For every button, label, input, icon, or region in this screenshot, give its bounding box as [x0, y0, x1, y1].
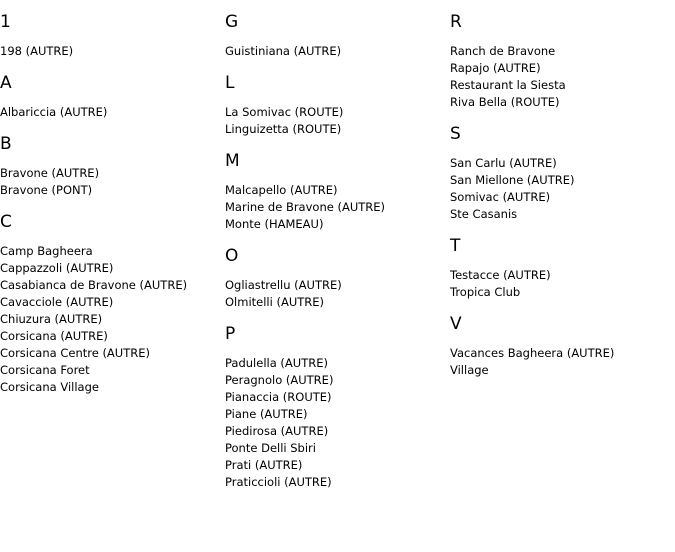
- letter-group: [225, 246, 445, 311]
- letter-group: [450, 124, 670, 223]
- place-link[interactable]: Village: [450, 363, 489, 377]
- letter-heading: A: [0, 73, 12, 93]
- place-link[interactable]: Corsicana Foret: [0, 363, 90, 377]
- place-link[interactable]: Praticcioli (AUTRE): [225, 475, 332, 489]
- letter-heading: S: [450, 124, 461, 144]
- letter-heading: O: [225, 246, 239, 266]
- letter-group: [0, 73, 220, 121]
- letter-heading: L: [225, 73, 235, 93]
- letter-heading: B: [0, 134, 12, 154]
- letter-group: [450, 314, 670, 379]
- place-link[interactable]: Chiuzura (AUTRE): [0, 312, 103, 326]
- place-link[interactable]: Somivac (AUTRE): [450, 190, 551, 204]
- place-link[interactable]: Bravone (PONT): [0, 183, 93, 197]
- place-link[interactable]: Albariccia (AUTRE): [0, 105, 108, 119]
- place-link[interactable]: San Miellone (AUTRE): [450, 173, 575, 187]
- place-link[interactable]: Cappazzoli (AUTRE): [0, 261, 114, 275]
- place-link[interactable]: Ranch de Bravone: [450, 44, 556, 58]
- place-link[interactable]: Ponte Delli Sbiri: [225, 441, 316, 455]
- letter-heading: T: [450, 236, 461, 256]
- place-link[interactable]: Vacances Bagheera (AUTRE): [450, 346, 615, 360]
- place-link[interactable]: Rapajo (AUTRE): [450, 61, 541, 75]
- place-link[interactable]: Olmitelli (AUTRE): [225, 295, 325, 309]
- place-link[interactable]: Peragnolo (AUTRE): [225, 373, 334, 387]
- place-link[interactable]: Ogliastrellu (AUTRE): [225, 278, 342, 292]
- place-link[interactable]: Riva Bella (ROUTE): [450, 95, 560, 109]
- place-link[interactable]: Camp Bagheera: [0, 244, 93, 258]
- letter-group: [0, 12, 220, 60]
- letter-group: [450, 236, 670, 301]
- place-link[interactable]: Guistiniana (AUTRE): [225, 44, 342, 58]
- place-link[interactable]: Corsicana (AUTRE): [0, 329, 108, 343]
- place-link[interactable]: Linguizetta (ROUTE): [225, 122, 342, 136]
- letter-group: [225, 73, 445, 138]
- place-link[interactable]: Marine de Bravone (AUTRE): [225, 200, 386, 214]
- index-column-2: [225, 12, 445, 504]
- place-link[interactable]: Casabianca de Bravone (AUTRE): [0, 278, 188, 292]
- place-link[interactable]: Malcapello (AUTRE): [225, 183, 338, 197]
- place-link[interactable]: Cavacciole (AUTRE): [0, 295, 114, 309]
- place-link[interactable]: Bravone (AUTRE): [0, 166, 100, 180]
- place-link[interactable]: Piane (AUTRE): [225, 407, 308, 421]
- letter-heading: G: [225, 12, 239, 32]
- letter-heading: M: [225, 151, 240, 171]
- place-link[interactable]: Tropica Club: [450, 285, 521, 299]
- place-link[interactable]: Testacce (AUTRE): [450, 268, 551, 282]
- letter-heading: P: [225, 324, 236, 344]
- place-link[interactable]: La Somivac (ROUTE): [225, 105, 344, 119]
- letter-heading: C: [0, 212, 12, 232]
- letter-group: [225, 12, 445, 60]
- letter-heading: V: [450, 314, 462, 334]
- place-link[interactable]: Restaurant la Siesta: [450, 78, 566, 92]
- place-link[interactable]: Ste Casanis: [450, 207, 518, 221]
- place-link[interactable]: Corsicana Centre (AUTRE): [0, 346, 150, 360]
- letter-heading: R: [450, 12, 462, 32]
- place-link[interactable]: Prati (AUTRE): [225, 458, 303, 472]
- place-link[interactable]: San Carlu (AUTRE): [450, 156, 557, 170]
- letter-group: [225, 151, 445, 233]
- letter-group: [225, 324, 445, 491]
- index-column-1: [0, 12, 220, 409]
- place-link[interactable]: Monte (HAMEAU): [225, 217, 324, 231]
- place-link[interactable]: Corsicana Village: [0, 380, 99, 394]
- place-link[interactable]: Pianaccia (ROUTE): [225, 390, 332, 404]
- index-column-3: [450, 12, 670, 392]
- letter-group: [0, 134, 220, 199]
- letter-heading: 1: [0, 12, 11, 32]
- letter-group: [450, 12, 670, 111]
- place-link[interactable]: Padulella (AUTRE): [225, 356, 328, 370]
- letter-group: [0, 212, 220, 396]
- place-link[interactable]: 198 (AUTRE): [0, 44, 74, 58]
- place-link[interactable]: Piedirosa (AUTRE): [225, 424, 329, 438]
